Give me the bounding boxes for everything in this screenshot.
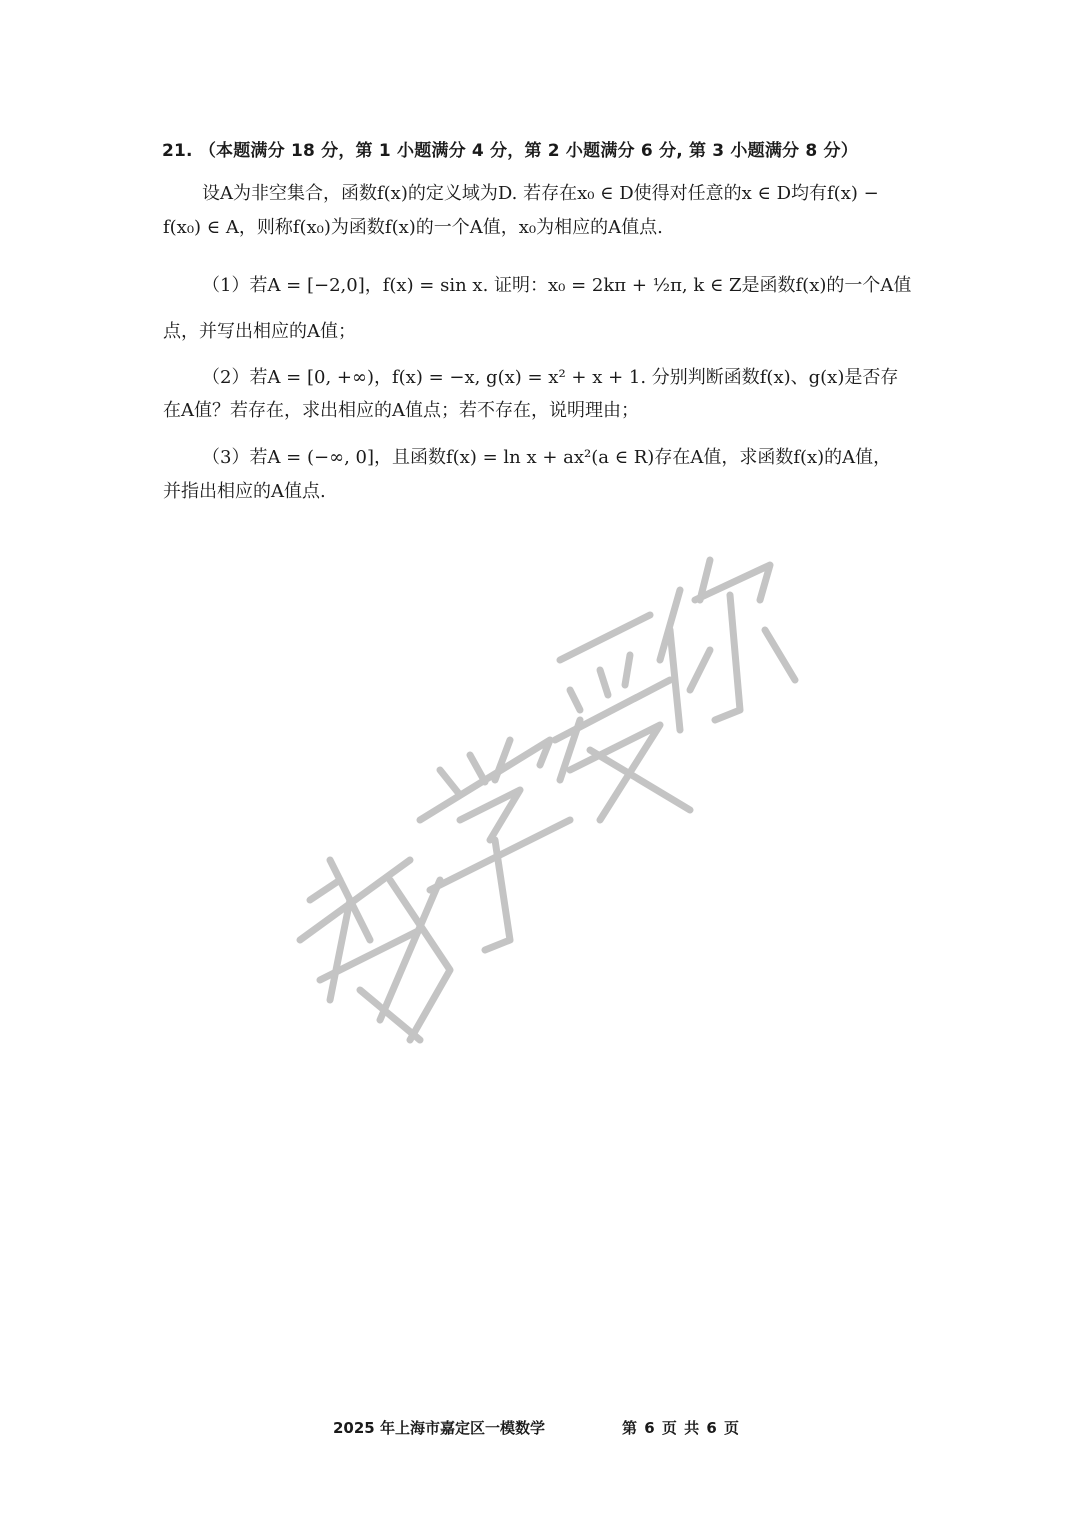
part2-line-2: 在A值？若存在，求出相应的A值点；若不存在，说明理由； xyxy=(163,400,639,421)
footer-exam-title: 2025 年上海市嘉定区一模数学 xyxy=(333,1419,545,1437)
part1-line-1: （1）若A = [−2,0]，f(x) = sin x. 证明：x₀ = 2kπ + ½π, k ∈ Z是函数f(x)的一个A值 xyxy=(202,275,912,296)
part2-line-1: （2）若A = [0, +∞)，f(x) = −x, g(x) = x² + x + 1. 分别判断函数f(x)、g(x)是否存 xyxy=(202,367,899,388)
intro-line-1: 设A为非空集合，函数f(x)的定义域为D. 若存在x₀ ∈ D使得对任意的x ∈ D均有f(x) − xyxy=(202,183,879,204)
footer-page-info: 第 6 页 共 6 页 xyxy=(622,1419,739,1437)
part3-line-1: （3）若A = (−∞, 0]，且函数f(x) = ln x + ax²(a ∈ R)存在A值，求函数f(x)的A值， xyxy=(202,447,892,468)
question-header: 21. （本题满分 18 分，第 1 小题满分 4 分，第 2 小题满分 6 分, 第 3 小题满分 8 分） xyxy=(162,141,858,161)
part1-line-2: 点，并写出相应的A值； xyxy=(163,321,356,342)
watermark-handwriting xyxy=(270,520,830,1060)
intro-line-2: f(x₀) ∈ A，则称f(x₀)为函数f(x)的一个A值，x₀为相应的A值点. xyxy=(163,217,663,238)
part3-line-2: 并指出相应的A值点. xyxy=(163,481,326,502)
